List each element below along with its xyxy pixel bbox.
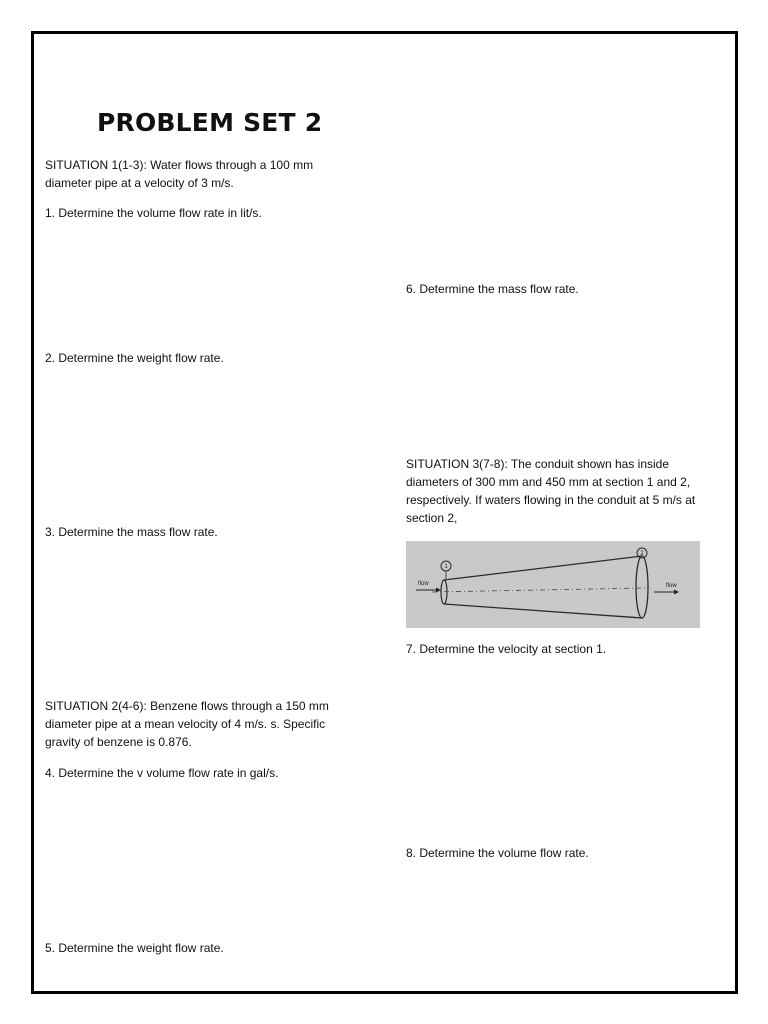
flow-in-label: flow <box>418 581 429 587</box>
center-line <box>432 588 646 592</box>
section-2-end <box>636 556 648 618</box>
page-title: PROBLEM SET 2 <box>97 108 323 137</box>
question-7: 7. Determine the velocity at section 1. <box>406 642 607 656</box>
situation-3-text: SITUATION 3(7-8): The conduit shown has inside diameters of 300 mm and 450 mm at section 1 and 2, respectively. If waters flowing in the conduit at 5 m/s at section 2, <box>406 457 696 525</box>
section-1-label: 1 <box>444 564 448 570</box>
question-4: 4. Determine the v volume flow rate in gal/s. <box>45 766 279 780</box>
question-8: 8. Determine the volume flow rate. <box>406 846 589 860</box>
question-5: 5. Determine the weight flow rate. <box>45 941 224 955</box>
question-2: 2. Determine the weight flow rate. <box>45 351 224 365</box>
section-2-label: 2 <box>640 551 644 557</box>
conduit-diagram <box>406 541 700 628</box>
flow-out-label: flow <box>666 583 677 589</box>
conduit-figure <box>406 541 700 628</box>
situation-2-text: SITUATION 2(4-6): Benzene flows through a 150 mm diameter pipe at a mean velocity of 4 m/s. s. Specific gravity of benzene is 0.876. <box>45 699 329 749</box>
question-1: 1. Determine the volume flow rate in lit/s. <box>45 206 262 220</box>
question-6: 6. Determine the mass flow rate. <box>406 282 579 296</box>
question-3: 3. Determine the mass flow rate. <box>45 525 218 539</box>
conduit-walls <box>444 556 642 618</box>
situation-1-text: SITUATION 1(1-3): Water flows through a 100 mm diameter pipe at a velocity of 3 m/s. <box>45 158 314 190</box>
